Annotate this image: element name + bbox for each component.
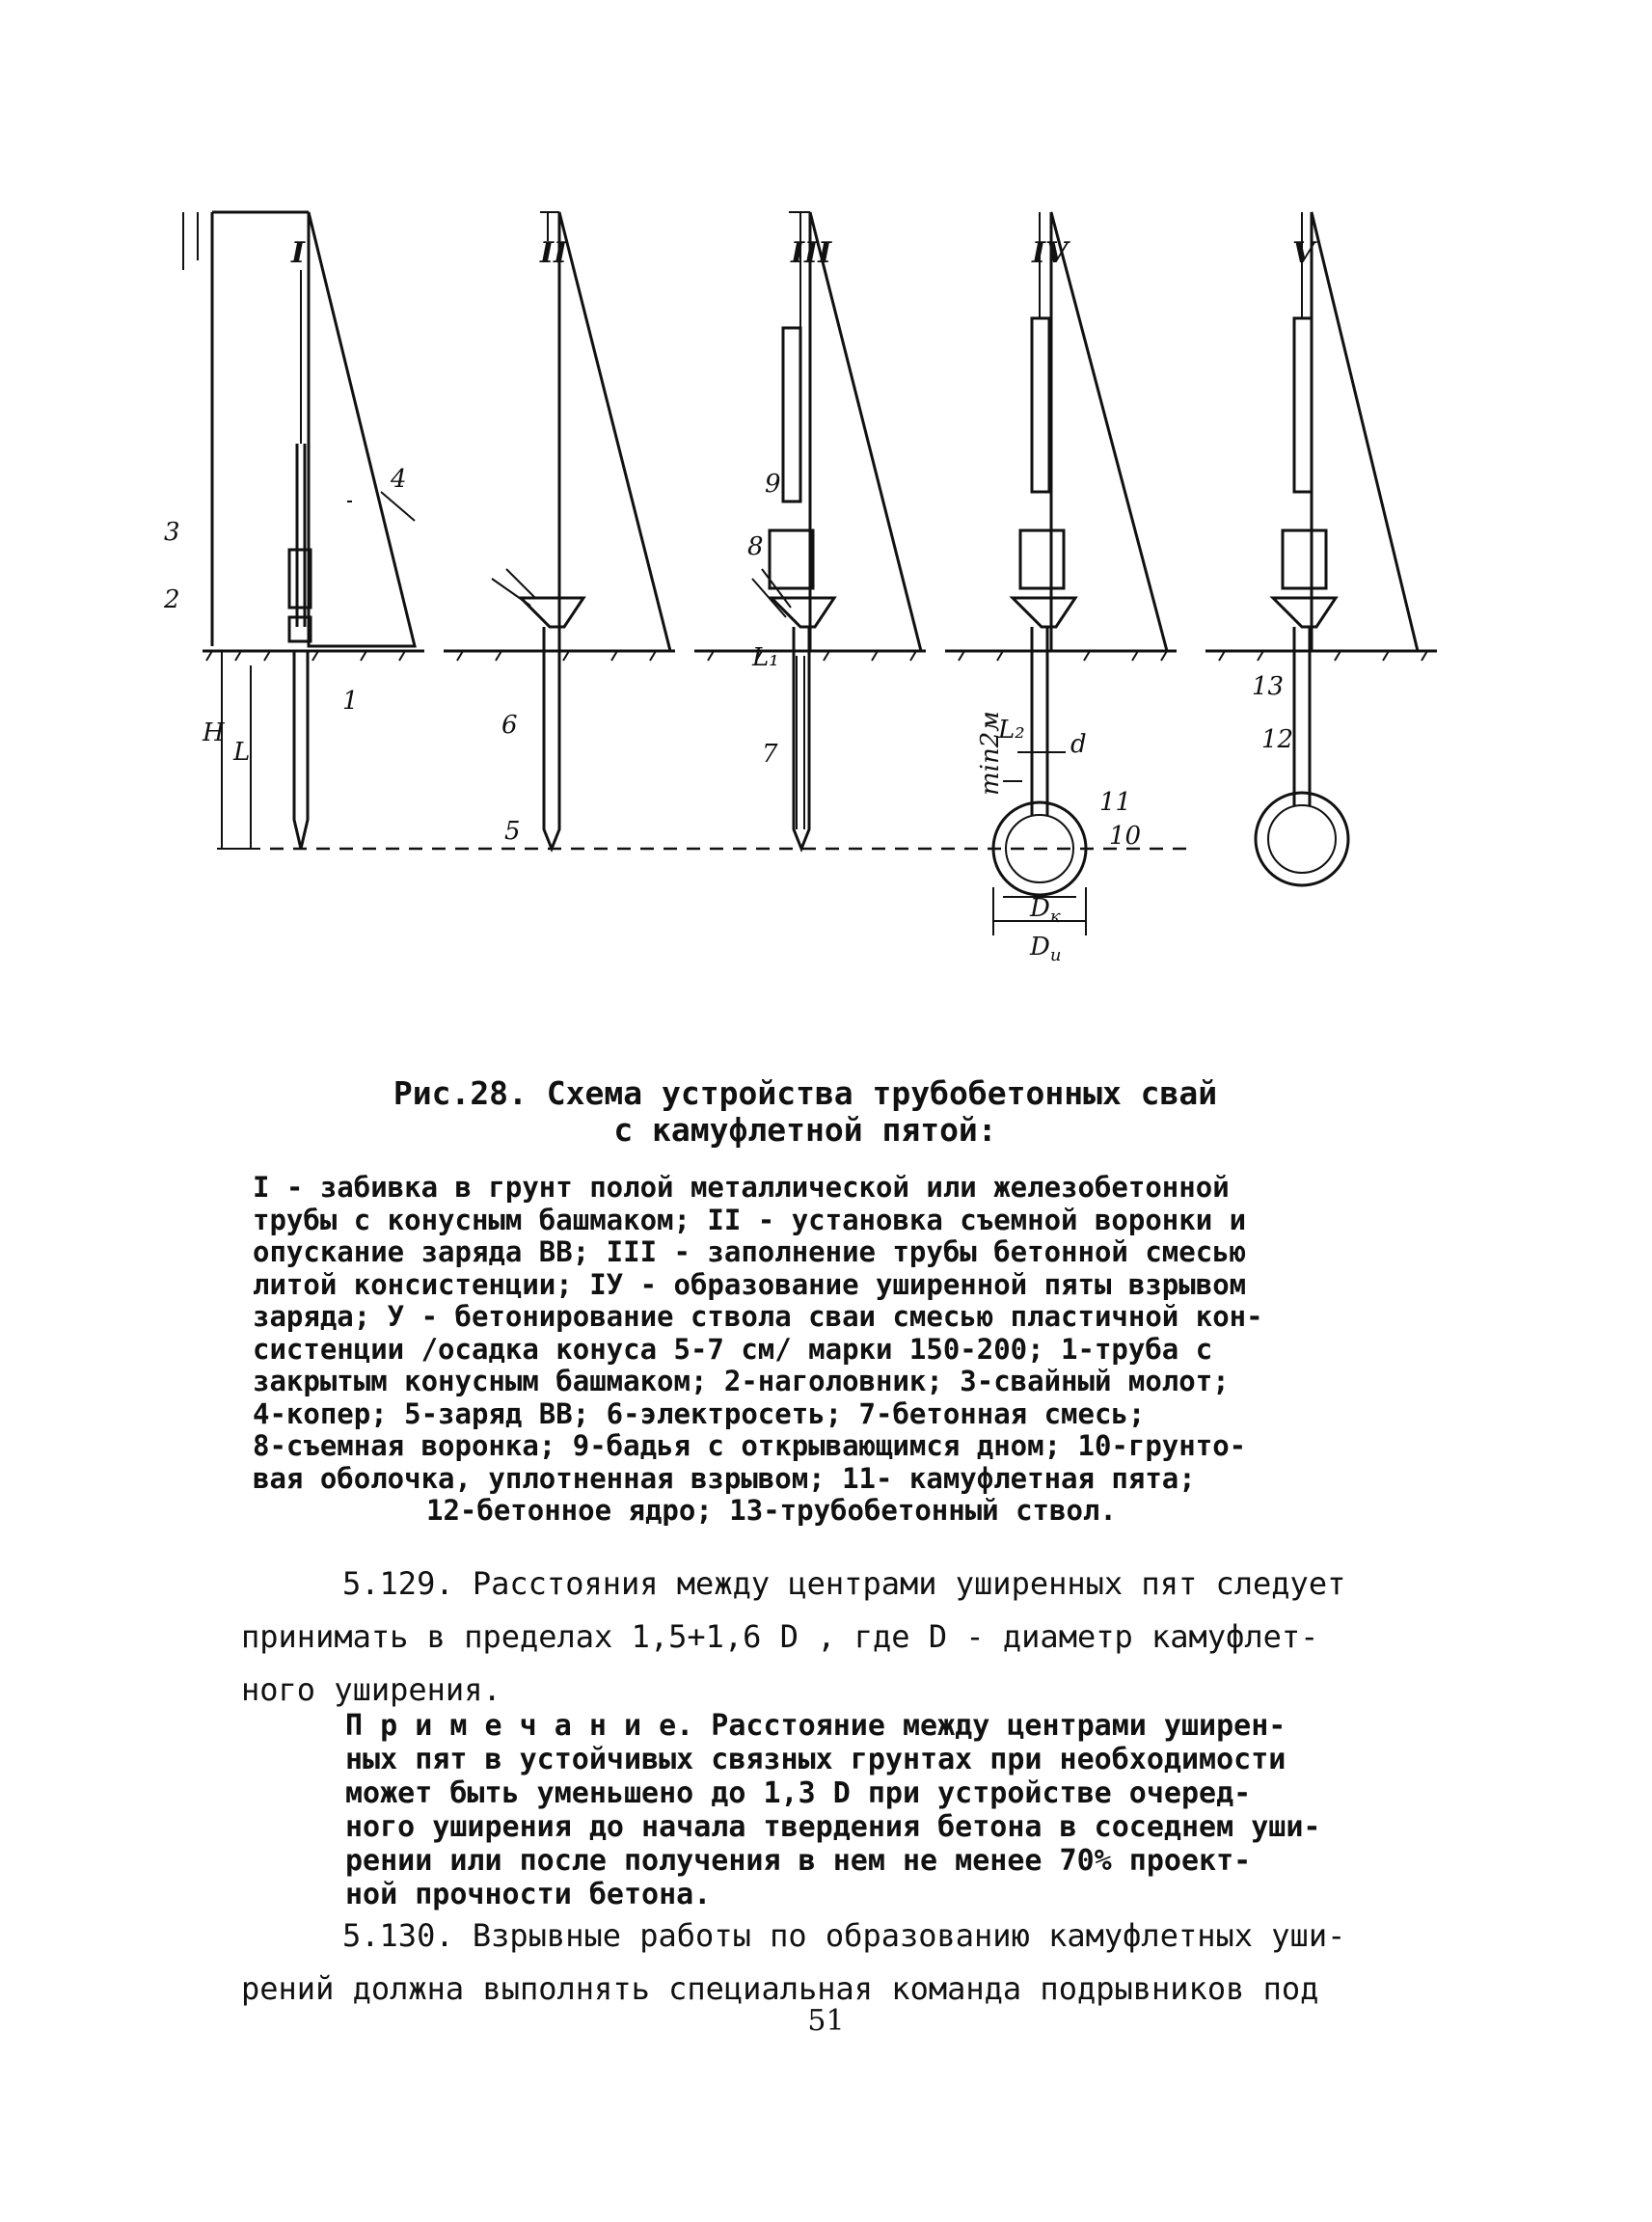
note-line: П р и м е ч а н и е. Расстояние между центрами уширен- [345,1709,1286,1743]
legend-line: заряда; У - бетонирование ствола сваи смесью пластичной кон- [253,1300,1263,1333]
label-5: 5 [504,817,521,846]
paragraph-line: ного уширения. [241,1671,501,1708]
legend-line: 4-копер; 5-заряд ВВ; 6-электросеть; 7-бетонная смесь; [253,1396,1146,1430]
dim-L2-label: L₂ [998,716,1025,745]
dim-d-label: d [1070,730,1087,759]
dim-H-label: H [203,718,225,747]
figure-caption-title-line2: с камуфлетной пятой: [613,1111,997,1149]
paragraph-line: 5.130. Взрывные работы по образованию камуфлетных уши- [342,1917,1346,1954]
stage-2-diagram [492,212,670,849]
legend-line: систенции /осадка конуса 5-7 см/ марки 150-200; 1-труба с [253,1332,1213,1366]
label-10: 10 [1109,822,1142,851]
note-block [345,1709,1445,1911]
note-line: может быть уменьшено до 1,3 D при устройстве очеред- [345,1776,1252,1810]
note-line: ных пят в устойчивых связных грунтах при необходимости [345,1743,1286,1776]
legend-line: 8-съемная воронка; 9-бадья с открывающимся дном; 10-грунто- [253,1429,1247,1462]
label-2: 2 [164,585,180,614]
paragraph-line: принимать в пределах 1,5+1,6 D , где D - диаметр камуфлет- [241,1618,1319,1655]
note-line: ного уширения до начала твердения бетона в соседнем уши- [345,1810,1321,1844]
paragraph-5-129 [241,1558,1442,1717]
legend-line: 12-бетонное ядро; 13-трубобетонный ствол. [426,1494,1117,1527]
label-3: 3 [164,518,180,547]
legend-line: I - забивка в грунт полой металлической или железобетонной [253,1171,1230,1204]
stage-label-3: III [791,236,832,270]
label-7: 7 [762,740,778,769]
dim-Dk-label: $D_к$ [1030,894,1061,927]
label-4: 4 [391,465,407,494]
figure-caption-title-line1: Рис.28. Схема устройства трубобетонных свай [393,1074,1218,1112]
stage-1-diagram [183,212,415,849]
legend-line: закрытым конусным башмаком; 2-наголовник; 3-свайный молот; [253,1365,1230,1397]
legend-line: трубы с конусным башмаком; II - установка съемной воронки и [253,1203,1247,1236]
label-13: 13 [1252,672,1285,701]
label-8: 8 [747,532,764,561]
dim-Du-label: $D_u$ [1030,933,1062,965]
label-6: 6 [501,711,518,740]
stage-label-4: IV [1032,236,1069,270]
page-number: 51 [807,2004,845,2038]
paragraph-line: 5.129. Расстояния между центрами уширенных пят следует [342,1565,1346,1602]
pile-installation-diagram [164,212,1485,1061]
label-9: 9 [765,470,781,499]
stage-label-2: II [540,236,568,270]
dim-L-label: L [233,738,251,767]
legend-line: опускание заряда ВВ; III - заполнение трубы бетонной смесью [253,1235,1247,1268]
note-line: ной прочности бетона. [345,1878,712,1911]
stage-label-5: V [1292,236,1315,270]
stage-label-1: I [291,236,306,270]
legend-line: литой консистенции; IУ - образование уширенной пяты взрывом [253,1267,1247,1301]
label-12: 12 [1261,725,1294,754]
paragraph-line: рений должна выполнять специальная команда подрывников под [241,1970,1319,2007]
stage-5-diagram [1256,212,1418,885]
legend-line: вая оболочка, уплотненная взрывом; 11- камуфлетная пята; [253,1461,1196,1495]
dim-L1-label: L₁ [752,643,779,672]
figure-legend [253,1172,1449,1528]
paragraph-5-130 [241,1910,1442,2016]
label-1: 1 [342,687,359,716]
dim-min2m-label: min2м [976,711,1005,796]
note-line: рении или после получения в нем не менее 70% проект- [345,1844,1252,1878]
label-11: 11 [1099,788,1132,817]
